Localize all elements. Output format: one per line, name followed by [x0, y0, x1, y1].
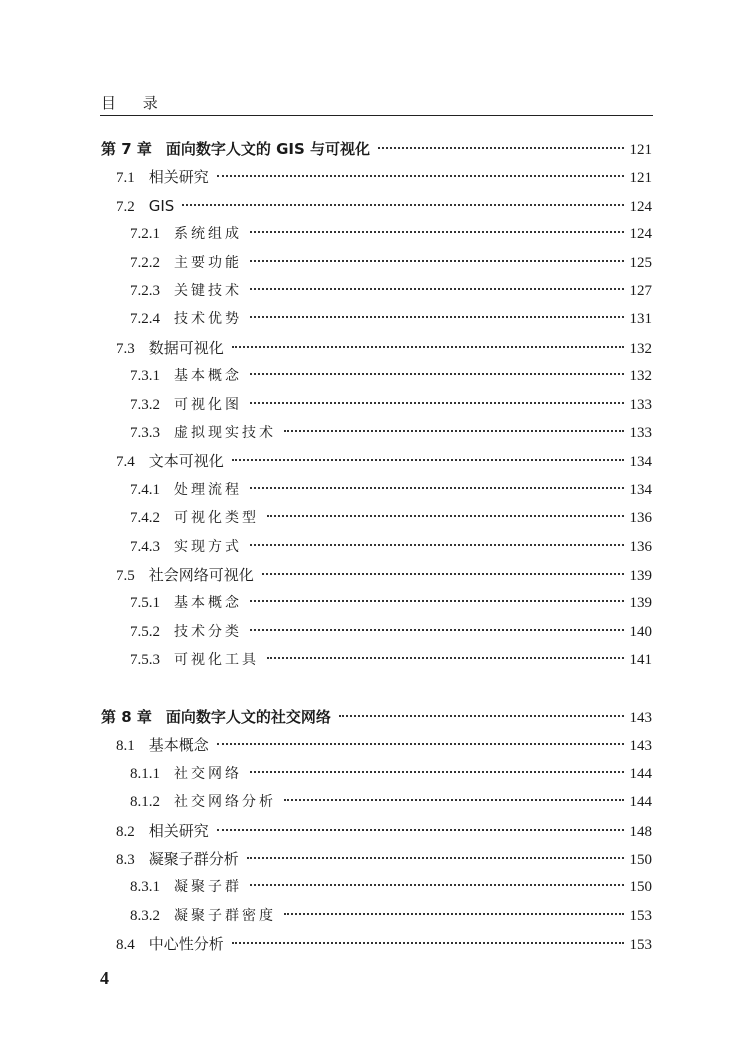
- toc-entry-page: 134: [629, 482, 652, 498]
- toc-section-entry[interactable]: [116, 820, 652, 842]
- toc-entry-page: 127: [629, 283, 652, 299]
- dot-leader: [284, 913, 624, 915]
- toc-section-entry[interactable]: [116, 933, 652, 955]
- toc-entry-number: 7.3.3: [130, 425, 160, 441]
- toc-entry-page: 136: [629, 539, 652, 555]
- toc-entry-page: 150: [629, 852, 652, 868]
- toc-subsection-entry[interactable]: [130, 223, 652, 245]
- toc-entry-page: 134: [629, 454, 652, 470]
- toc-section-entry[interactable]: [116, 450, 652, 472]
- toc-entry-title: 社会网络可视化: [148, 566, 254, 584]
- toc-entry-number: 7.2.1: [130, 226, 160, 242]
- toc-entry-title: 系统组成: [174, 226, 242, 242]
- toc-entry-title: 基本概念: [148, 736, 209, 754]
- running-head-left: 目: [101, 94, 117, 112]
- toc-entry-number: 7.4: [116, 454, 135, 470]
- toc-entry-page: 125: [629, 255, 652, 271]
- dot-leader: [217, 175, 624, 177]
- dot-leader: [247, 857, 624, 859]
- dot-leader: [250, 288, 624, 290]
- dot-leader: [250, 771, 624, 773]
- toc-entry-number: 7.4.1: [130, 482, 160, 498]
- toc-entry-page: 139: [629, 595, 652, 611]
- toc-entry-page: 140: [629, 624, 652, 640]
- toc-entry-page: 148: [629, 824, 652, 840]
- toc-subsection-entry[interactable]: [130, 394, 652, 416]
- toc-subsection-entry[interactable]: [130, 308, 652, 330]
- toc-entry-title: 数据可视化: [148, 339, 224, 357]
- toc-section-entry[interactable]: [116, 564, 652, 586]
- toc-entry-title: 凝聚子群密度: [174, 908, 276, 924]
- toc-entry-page: 124: [629, 199, 652, 215]
- dot-leader: [250, 487, 624, 489]
- toc-entry-number: 第 7 章: [101, 140, 152, 158]
- toc-entry-number: 第 8 章: [101, 708, 152, 726]
- toc-subsection-entry[interactable]: [130, 649, 652, 671]
- toc-entry-title: 面向数字人文的社交网络: [165, 708, 331, 726]
- dot-leader: [232, 346, 624, 348]
- dot-leader: [250, 231, 624, 233]
- dot-leader: [232, 459, 624, 461]
- toc-entry-page: 153: [629, 937, 652, 953]
- toc-entry-number: 7.4.3: [130, 539, 160, 555]
- dot-leader: [217, 743, 624, 745]
- toc-entry-title: 相关研究: [148, 168, 209, 186]
- toc-entry-number: 7.1: [116, 170, 135, 186]
- toc-entry-title: 可视化类型: [174, 510, 259, 526]
- toc-entry-number: 7.2.3: [130, 283, 160, 299]
- dot-leader: [232, 942, 624, 944]
- toc-entry-page: 143: [629, 738, 652, 754]
- toc-entry-page: 131: [629, 311, 652, 327]
- toc-entry-title: 关键技术: [174, 283, 242, 299]
- toc-entry-title: GIS: [148, 197, 175, 215]
- dot-leader: [250, 402, 624, 404]
- toc-subsection-entry[interactable]: [130, 280, 652, 302]
- toc-section-entry[interactable]: [116, 848, 652, 870]
- toc-entry-title: 中心性分析: [148, 935, 224, 953]
- dot-leader: [250, 373, 624, 375]
- toc-entry-number: 7.3: [116, 341, 135, 357]
- toc-entry-number: 7.2.4: [130, 311, 160, 327]
- toc-entry-title: 相关研究: [148, 822, 209, 840]
- dot-leader: [267, 657, 624, 659]
- toc-chapter-entry[interactable]: [101, 706, 652, 728]
- dot-leader: [182, 204, 623, 206]
- toc-entry-page: 124: [629, 226, 652, 242]
- dot-leader: [284, 799, 624, 801]
- toc-entry-title: 文本可视化: [148, 452, 224, 470]
- toc-entry-title: 凝聚子群: [174, 879, 242, 895]
- toc-entry-title: 技术分类: [174, 624, 242, 640]
- toc-entry-page: 141: [629, 652, 652, 668]
- dot-leader: [250, 544, 624, 546]
- toc-entry-title: 基本概念: [174, 368, 242, 384]
- toc-entry-page: 144: [629, 766, 652, 782]
- toc-entry-title: 社交网络分析: [174, 794, 276, 810]
- toc-entry-number: 7.5.3: [130, 652, 160, 668]
- toc-entry-title: 凝聚子群分析: [148, 850, 239, 868]
- toc-entry-number: 8.3.1: [130, 879, 160, 895]
- toc-subsection-entry[interactable]: [130, 422, 652, 444]
- dot-leader: [250, 629, 624, 631]
- toc-subsection-entry[interactable]: [130, 876, 652, 898]
- toc-section-entry[interactable]: [116, 734, 652, 756]
- toc-entry-page: 143: [629, 710, 652, 726]
- dot-leader: [284, 430, 624, 432]
- toc-entry-number: 7.3.2: [130, 397, 160, 413]
- page-number: 4: [100, 968, 109, 988]
- toc-entry-page: 153: [629, 908, 652, 924]
- toc-entry-title: 虚拟现实技术: [174, 425, 276, 441]
- toc-entry-page: 132: [629, 368, 652, 384]
- toc-entry-title: 可视化图: [174, 397, 242, 413]
- toc-entry-title: 面向数字人文的 GIS 与可视化: [165, 140, 371, 158]
- dot-leader: [250, 884, 624, 886]
- toc-subsection-entry[interactable]: [130, 791, 652, 813]
- toc-entry-page: 121: [629, 170, 652, 186]
- toc-subsection-entry[interactable]: [130, 507, 652, 529]
- dot-leader: [378, 147, 623, 149]
- toc-entry-title: 处理流程: [174, 482, 242, 498]
- toc-entry-title: 社交网络: [174, 766, 242, 782]
- toc-entry-page: 121: [629, 142, 652, 158]
- toc-subsection-entry[interactable]: [130, 592, 652, 614]
- toc-entry-page: 136: [629, 510, 652, 526]
- toc-entry-number: 8.4: [116, 937, 135, 953]
- toc-entry-number: 8.3.2: [130, 908, 160, 924]
- toc-entry-number: 7.5.2: [130, 624, 160, 640]
- toc-entry-number: 8.1.2: [130, 794, 160, 810]
- dot-leader: [250, 260, 624, 262]
- toc-entry-number: 7.2: [116, 199, 135, 215]
- toc-entry-number: 7.4.2: [130, 510, 160, 526]
- toc-entry-number: 8.2: [116, 824, 135, 840]
- toc-entry-number: 8.1: [116, 738, 135, 754]
- toc-entry-title: 基本概念: [174, 595, 242, 611]
- toc-subsection-entry[interactable]: [130, 536, 652, 558]
- toc-entry-title: 可视化工具: [174, 652, 259, 668]
- dot-leader: [262, 573, 624, 575]
- toc-subsection-entry[interactable]: [130, 763, 652, 785]
- dot-leader: [339, 715, 624, 717]
- toc-chapter-entry[interactable]: [101, 138, 652, 160]
- toc-entry-page: 133: [629, 397, 652, 413]
- toc-entry-number: 8.3: [116, 852, 135, 868]
- toc-subsection-entry[interactable]: [130, 252, 652, 274]
- toc-entry-title: 主要功能: [174, 255, 242, 271]
- toc-section-entry[interactable]: [116, 195, 652, 217]
- toc-entry-page: 150: [629, 879, 652, 895]
- dot-leader: [250, 316, 624, 318]
- toc-entry-page: 133: [629, 425, 652, 441]
- toc-entry-number: 7.5.1: [130, 595, 160, 611]
- dot-leader: [250, 600, 624, 602]
- toc-entry-title: 实现方式: [174, 539, 242, 555]
- toc-entry-number: 7.2.2: [130, 255, 160, 271]
- toc-entry-page: 144: [629, 794, 652, 810]
- toc-entry-page: 139: [629, 568, 652, 584]
- toc-section-entry[interactable]: [116, 166, 652, 188]
- toc-entry-number: 7.3.1: [130, 368, 160, 384]
- dot-leader: [267, 515, 624, 517]
- toc-subsection-entry[interactable]: [130, 365, 652, 387]
- toc-entry-number: 7.5: [116, 568, 135, 584]
- toc-subsection-entry[interactable]: [130, 479, 652, 501]
- toc-entry-page: 132: [629, 341, 652, 357]
- toc-entry-title: 技术优势: [174, 311, 242, 327]
- toc-subsection-entry[interactable]: [130, 905, 652, 927]
- toc-subsection-entry[interactable]: [130, 621, 652, 643]
- toc-section-entry[interactable]: [116, 337, 652, 359]
- running-head-right: 录: [142, 94, 158, 112]
- toc-entry-number: 8.1.1: [130, 766, 160, 782]
- dot-leader: [217, 829, 624, 831]
